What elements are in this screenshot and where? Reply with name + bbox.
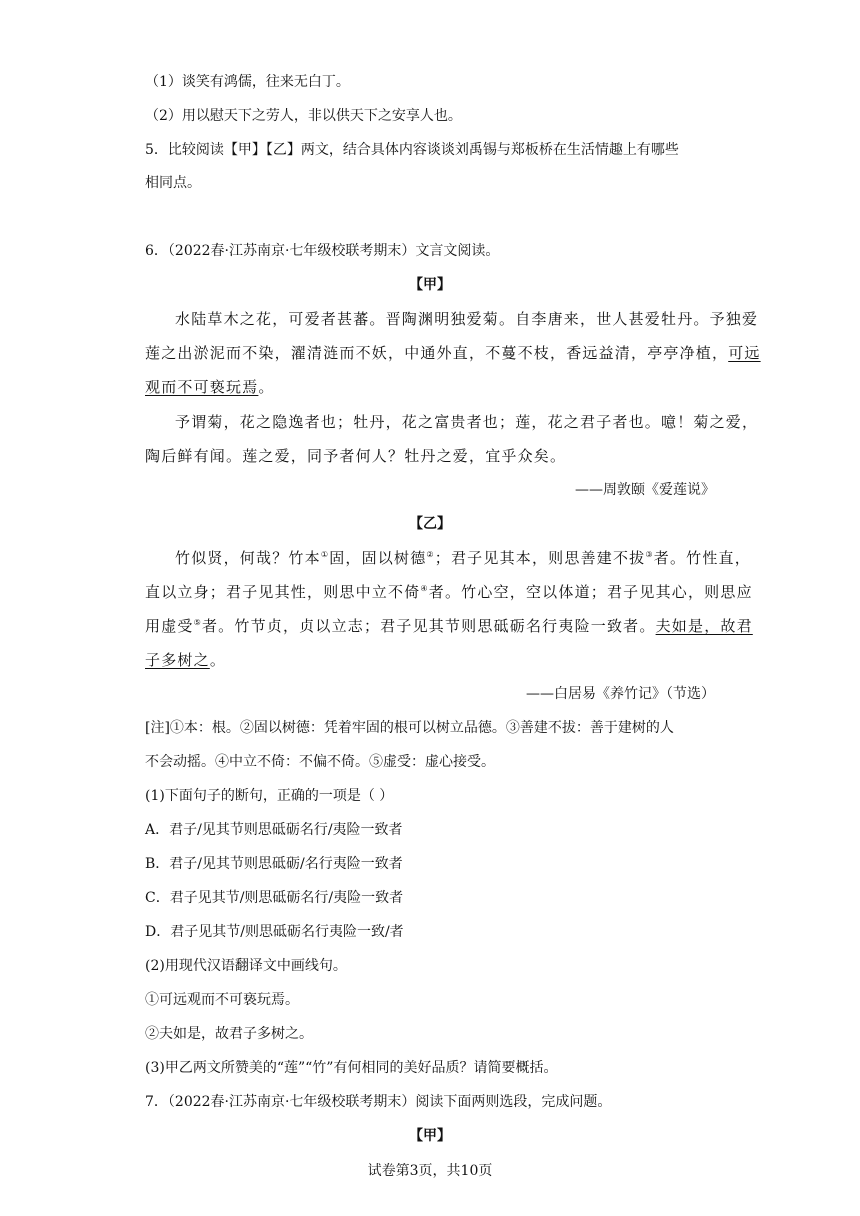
q6-sub-question-3: (3)甲乙两文所赞美的“莲”“竹”有何相同的美好品质？请简要概括。 <box>145 1060 558 1076</box>
yi-l2-a: 直以立身；君子见其性，则思中立不倚 <box>145 583 421 601</box>
q6-jia-p1-line-3 <box>145 377 275 397</box>
footnote-mark-5: ⑤ <box>193 618 202 627</box>
q6-yi-title: 【乙】 <box>409 516 451 532</box>
yi-l1-d: 者。竹性直， <box>653 549 751 567</box>
footnote-mark-4: ④ <box>420 584 429 593</box>
q6-jia-p2-line-2: 陶后鲜有闻。莲之爱，同予者何人？牡丹之爱，宜乎众矣。 <box>145 447 567 465</box>
q6-sub-question-2-item-2: ②夫如是，故君子多树之。 <box>145 1026 313 1042</box>
option-c: C．君子见其节/则思砥砺名行/夷险一致者 <box>145 890 404 906</box>
q4-item-2: （2）用以慰天下之劳人，非以供天下之安享人也。 <box>145 108 462 124</box>
q6-note-line-1: [注]①本：根。②固以树德：凭着牢固的根可以树立品德。③善建不拔：善于建树的人 <box>145 720 674 736</box>
yi-l1-c: ；君子见其本，则思善建不拔 <box>434 549 646 567</box>
jia-underlined-end: 观而不可亵玩焉 <box>145 378 259 396</box>
q6-yi-line-4 <box>145 650 226 670</box>
yi-underlined-start: 夫如是，故君 <box>655 617 753 635</box>
q6-jia-p1-line-2 <box>145 343 761 363</box>
footnote-mark-1: ① <box>320 550 330 559</box>
q6-yi-line-3 <box>145 616 753 636</box>
q6-jia-source: ——周敦颐《爱莲说》 <box>575 482 715 498</box>
jia-p1-l2-text: 莲之出淤泥而不染，濯清涟而不妖，中通外直，不蔓不枝，香远益清，亭亭净植， <box>145 344 729 362</box>
q7-jia-title: 【甲】 <box>409 1128 451 1144</box>
q6-jia-p2-line-1: 予谓菊，花之隐逸者也；牡丹，花之富贵者也；莲，花之君子者也。噫！菊之爱， <box>175 413 759 431</box>
q6-note-line-2: 不会动摇。④中立不倚：不偏不倚。⑤虚受：虚心接受。 <box>145 754 495 770</box>
q5-text-line-2: 相同点。 <box>145 175 201 191</box>
yi-l1-b: 固，固以树德 <box>329 549 427 567</box>
option-a: A．君子/见其节则思砥砺名行/夷险一致者 <box>145 822 403 838</box>
q6-yi-line-1 <box>175 548 751 568</box>
q6-jia-p1-line-1: 水陆草木之花，可爱者甚蕃。晋陶渊明独爱菊。自李唐来，世人甚爱牡丹。予独爱 <box>175 310 759 328</box>
q6-sub-question-2: (2)用现代汉语翻译文中画线句。 <box>145 958 347 974</box>
q6-jia-title: 【甲】 <box>409 277 451 293</box>
q6-sub-question-2-item-1: ①可远观而不可亵玩焉。 <box>145 992 299 1008</box>
yi-l2-b: 者。竹心空，空以体道；君子见其心，则思应 <box>428 583 753 601</box>
jia-underlined-start: 可远 <box>728 344 761 362</box>
q6-header: 6．（2022春·江苏南京·七年级校联考期末）文言文阅读。 <box>145 243 500 259</box>
footnote-mark-3: ③ <box>645 550 654 559</box>
option-d: D．君子见其节/则思砥砺名行夷险一致/者 <box>145 924 404 940</box>
footnote-mark-2: ② <box>426 550 435 559</box>
yi-underlined-end: 子多树之 <box>145 651 210 669</box>
q6-yi-line-2 <box>145 582 753 602</box>
page-footer: 试卷第3页，共10页 <box>367 1163 493 1179</box>
jia-p1-l3-punct: 。 <box>258 378 275 396</box>
yi-l3-a: 用虚受 <box>145 617 194 635</box>
q4-item-1: （1）谈笑有鸿儒，往来无白丁。 <box>145 74 350 90</box>
yi-l1-a: 竹似贤，何哉？竹本 <box>175 549 321 567</box>
option-b: B．君子/见其节则思砥砺/名行夷险一致者 <box>145 856 403 872</box>
q6-yi-source: ——白居易《养竹记》（节选） <box>526 686 715 702</box>
yi-l4-punct: 。 <box>209 651 227 669</box>
q7-header: 7．（2022春·江苏南京·七年级校联考期末）阅读下面两则选段，完成问题。 <box>145 1094 612 1110</box>
yi-l3-b: 者。竹节贞，贞以立志；君子见其节则思砥砺名行夷险一致者。 <box>201 617 656 635</box>
q6-sub-question-1: (1)下面句子的断句，正确的一项是（ ） <box>145 788 394 804</box>
q5-text-line-1: 5．比较阅读【甲】【乙】两文，结合具体内容谈谈刘禹锡与郑板桥在生活情趣上有哪些 <box>145 142 679 158</box>
